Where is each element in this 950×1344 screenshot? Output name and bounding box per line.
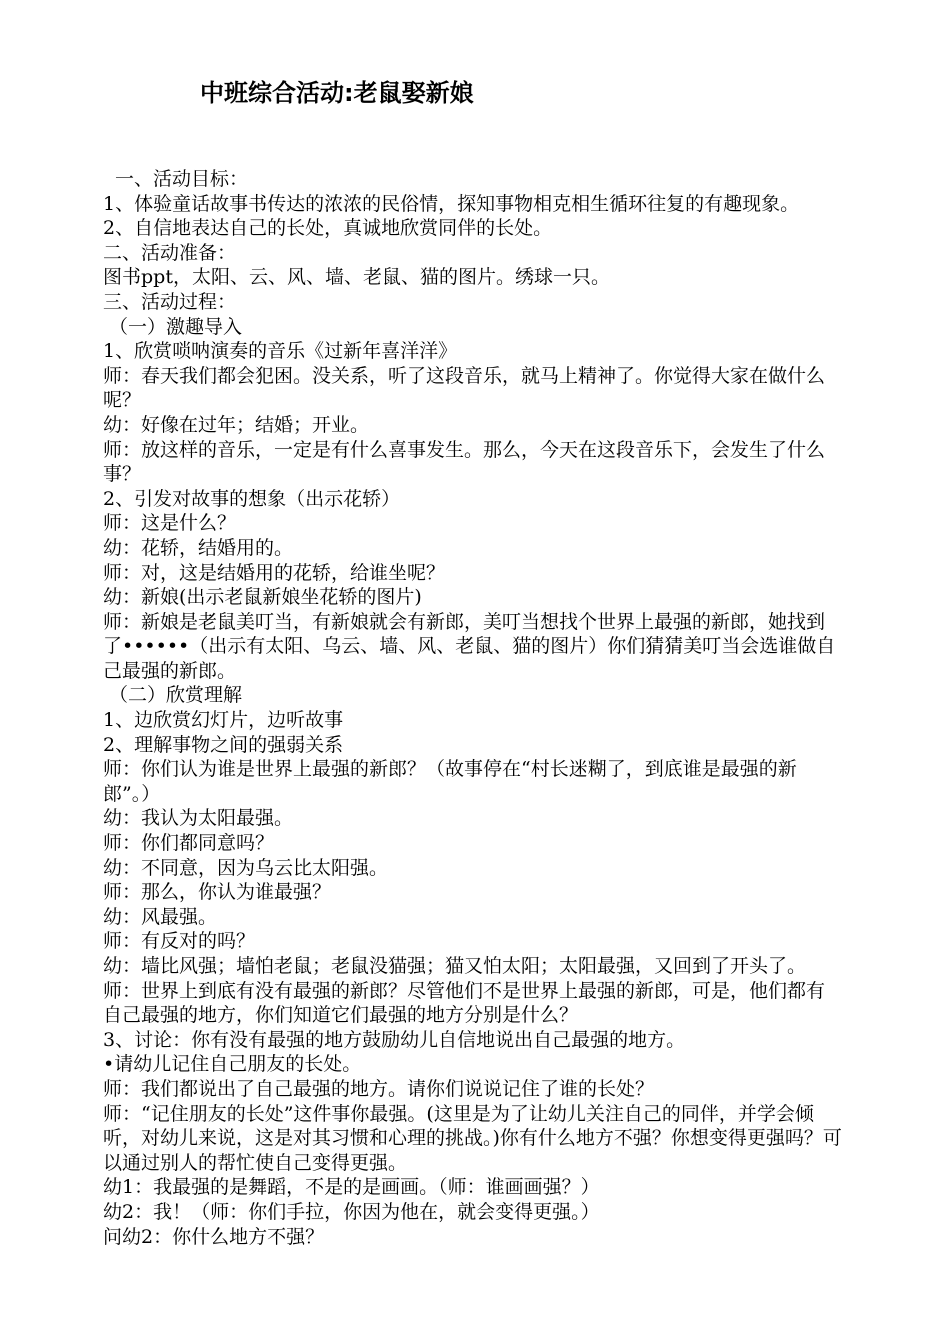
paragraph: 图书ppt，太阳、云、风、墙、老鼠、猫的图片。绣球一只。 — [103, 266, 610, 289]
document-body — [103, 167, 843, 1249]
paragraph: 1、体验童话故事书传达的浓浓的民俗情，探知事物相克相生循环往复的有趣现象。 — [103, 192, 800, 215]
dialogue-line: 幼：我认为太阳最强。 — [103, 807, 294, 830]
subsection-heading: （一）激趣导入 — [109, 315, 243, 338]
bullet-item: •请幼儿记住自己朋友的长处。 — [103, 1053, 362, 1076]
dialogue-line: 幼：不同意，因为乌云比太阳强。 — [103, 856, 389, 879]
dialogue-line: 幼：好像在过年；结婚；开业。 — [103, 413, 370, 436]
dialogue-line: 师：你们认为谁是世界上最强的新郎？（故事停在“村长迷糊了，到底谁是最强的新郎”。） — [103, 758, 797, 805]
dialogue-line: 师：世界上到底有没有最强的新郎？尽管他们不是世界上最强的新郎，可是，他们都有自己最强的地方，你们知道它们最强的地方分别是什么？ — [103, 979, 826, 1027]
dialogue-line: 幼：新娘(出示老鼠新娘坐花轿的图片) — [103, 586, 422, 609]
paragraph: 1、欣赏唢呐演奏的音乐《过新年喜洋洋》 — [103, 340, 458, 363]
dialogue-line: 师：那么，你认为谁最强？ — [103, 881, 332, 904]
dialogue-line: 问幼2：你什么地方不强？ — [103, 1225, 325, 1248]
dialogue-line: 师：这是什么？ — [103, 512, 237, 535]
section-heading-preparation: 二、活动准备： — [103, 241, 237, 264]
dialogue-line: 幼1：我最强的是舞蹈，不是的是画画。（师：谁画画强？） — [103, 1176, 600, 1199]
dialogue-line: 幼：墙比风强；墙怕老鼠；老鼠没猫强；猫又怕太阳；太阳最强，又回到了开头了。 — [103, 955, 807, 977]
paragraph: 2、自信地表达自己的长处，真诚地欣赏同伴的长处。 — [103, 217, 553, 240]
dialogue-line: 师：新娘是老鼠美叮当，有新娘就会有新郎，美叮当想找个世界上最强的新郎，她找到了••••••（出示有太阳、乌云、墙、风、老鼠、猫的图片）你们猜猜美叮当会选谁做自己最强的新郎。 — [103, 610, 836, 682]
section-heading-process: 三、活动过程： — [103, 290, 237, 313]
paragraph: 1、边欣赏幻灯片，边听故事 — [103, 709, 344, 732]
dialogue-line: 师：有反对的吗？ — [103, 930, 256, 953]
dialogue-line: 师：我们都说出了自己最强的地方。请你们说说记住了谁的长处？ — [103, 1077, 655, 1100]
subsection-heading: （二）欣赏理解 — [109, 684, 243, 707]
dialogue-line: 幼：花轿，结婚用的。 — [103, 536, 294, 559]
dialogue-line: 师：对，这是结婚用的花轿，给谁坐呢？ — [103, 561, 446, 584]
paragraph: 2、引发对故事的想象（出示花轿） — [103, 487, 401, 510]
document-title: 中班综合活动:老鼠娶新娘 — [200, 79, 474, 107]
dialogue-line: 师：“记住朋友的长处”这件事你最强。(这里是为了让幼儿关注自己的同伴，并学会倾听，对幼儿来说，这是对其习惯和心理的挑战。)你有什么地方不强？你想变得更强吗？可以通过别人的帮忙使自己变得更强。 — [103, 1102, 842, 1174]
section-heading-goals: 一、活动目标： — [115, 168, 249, 190]
dialogue-line: 幼2：我！（师：你们手拉，你因为他在，就会变得更强。） — [103, 1200, 600, 1223]
dialogue-line: 师：春天我们都会犯困。没关系，听了这段音乐，就马上精神了。你觉得大家在做什么呢？ — [103, 364, 826, 412]
paragraph: 3、讨论：你有没有最强的地方鼓励幼儿自信地说出自己最强的地方。 — [103, 1028, 686, 1051]
dialogue-line: 师：你们都同意吗？ — [103, 832, 275, 855]
dialogue-line: 师：放这样的音乐，一定是有什么喜事发生。那么，今天在这段音乐下，会发生了什么事？ — [103, 438, 826, 486]
dialogue-line: 幼：风最强。 — [103, 905, 218, 928]
paragraph: 2、理解事物之间的强弱关系 — [103, 733, 344, 756]
